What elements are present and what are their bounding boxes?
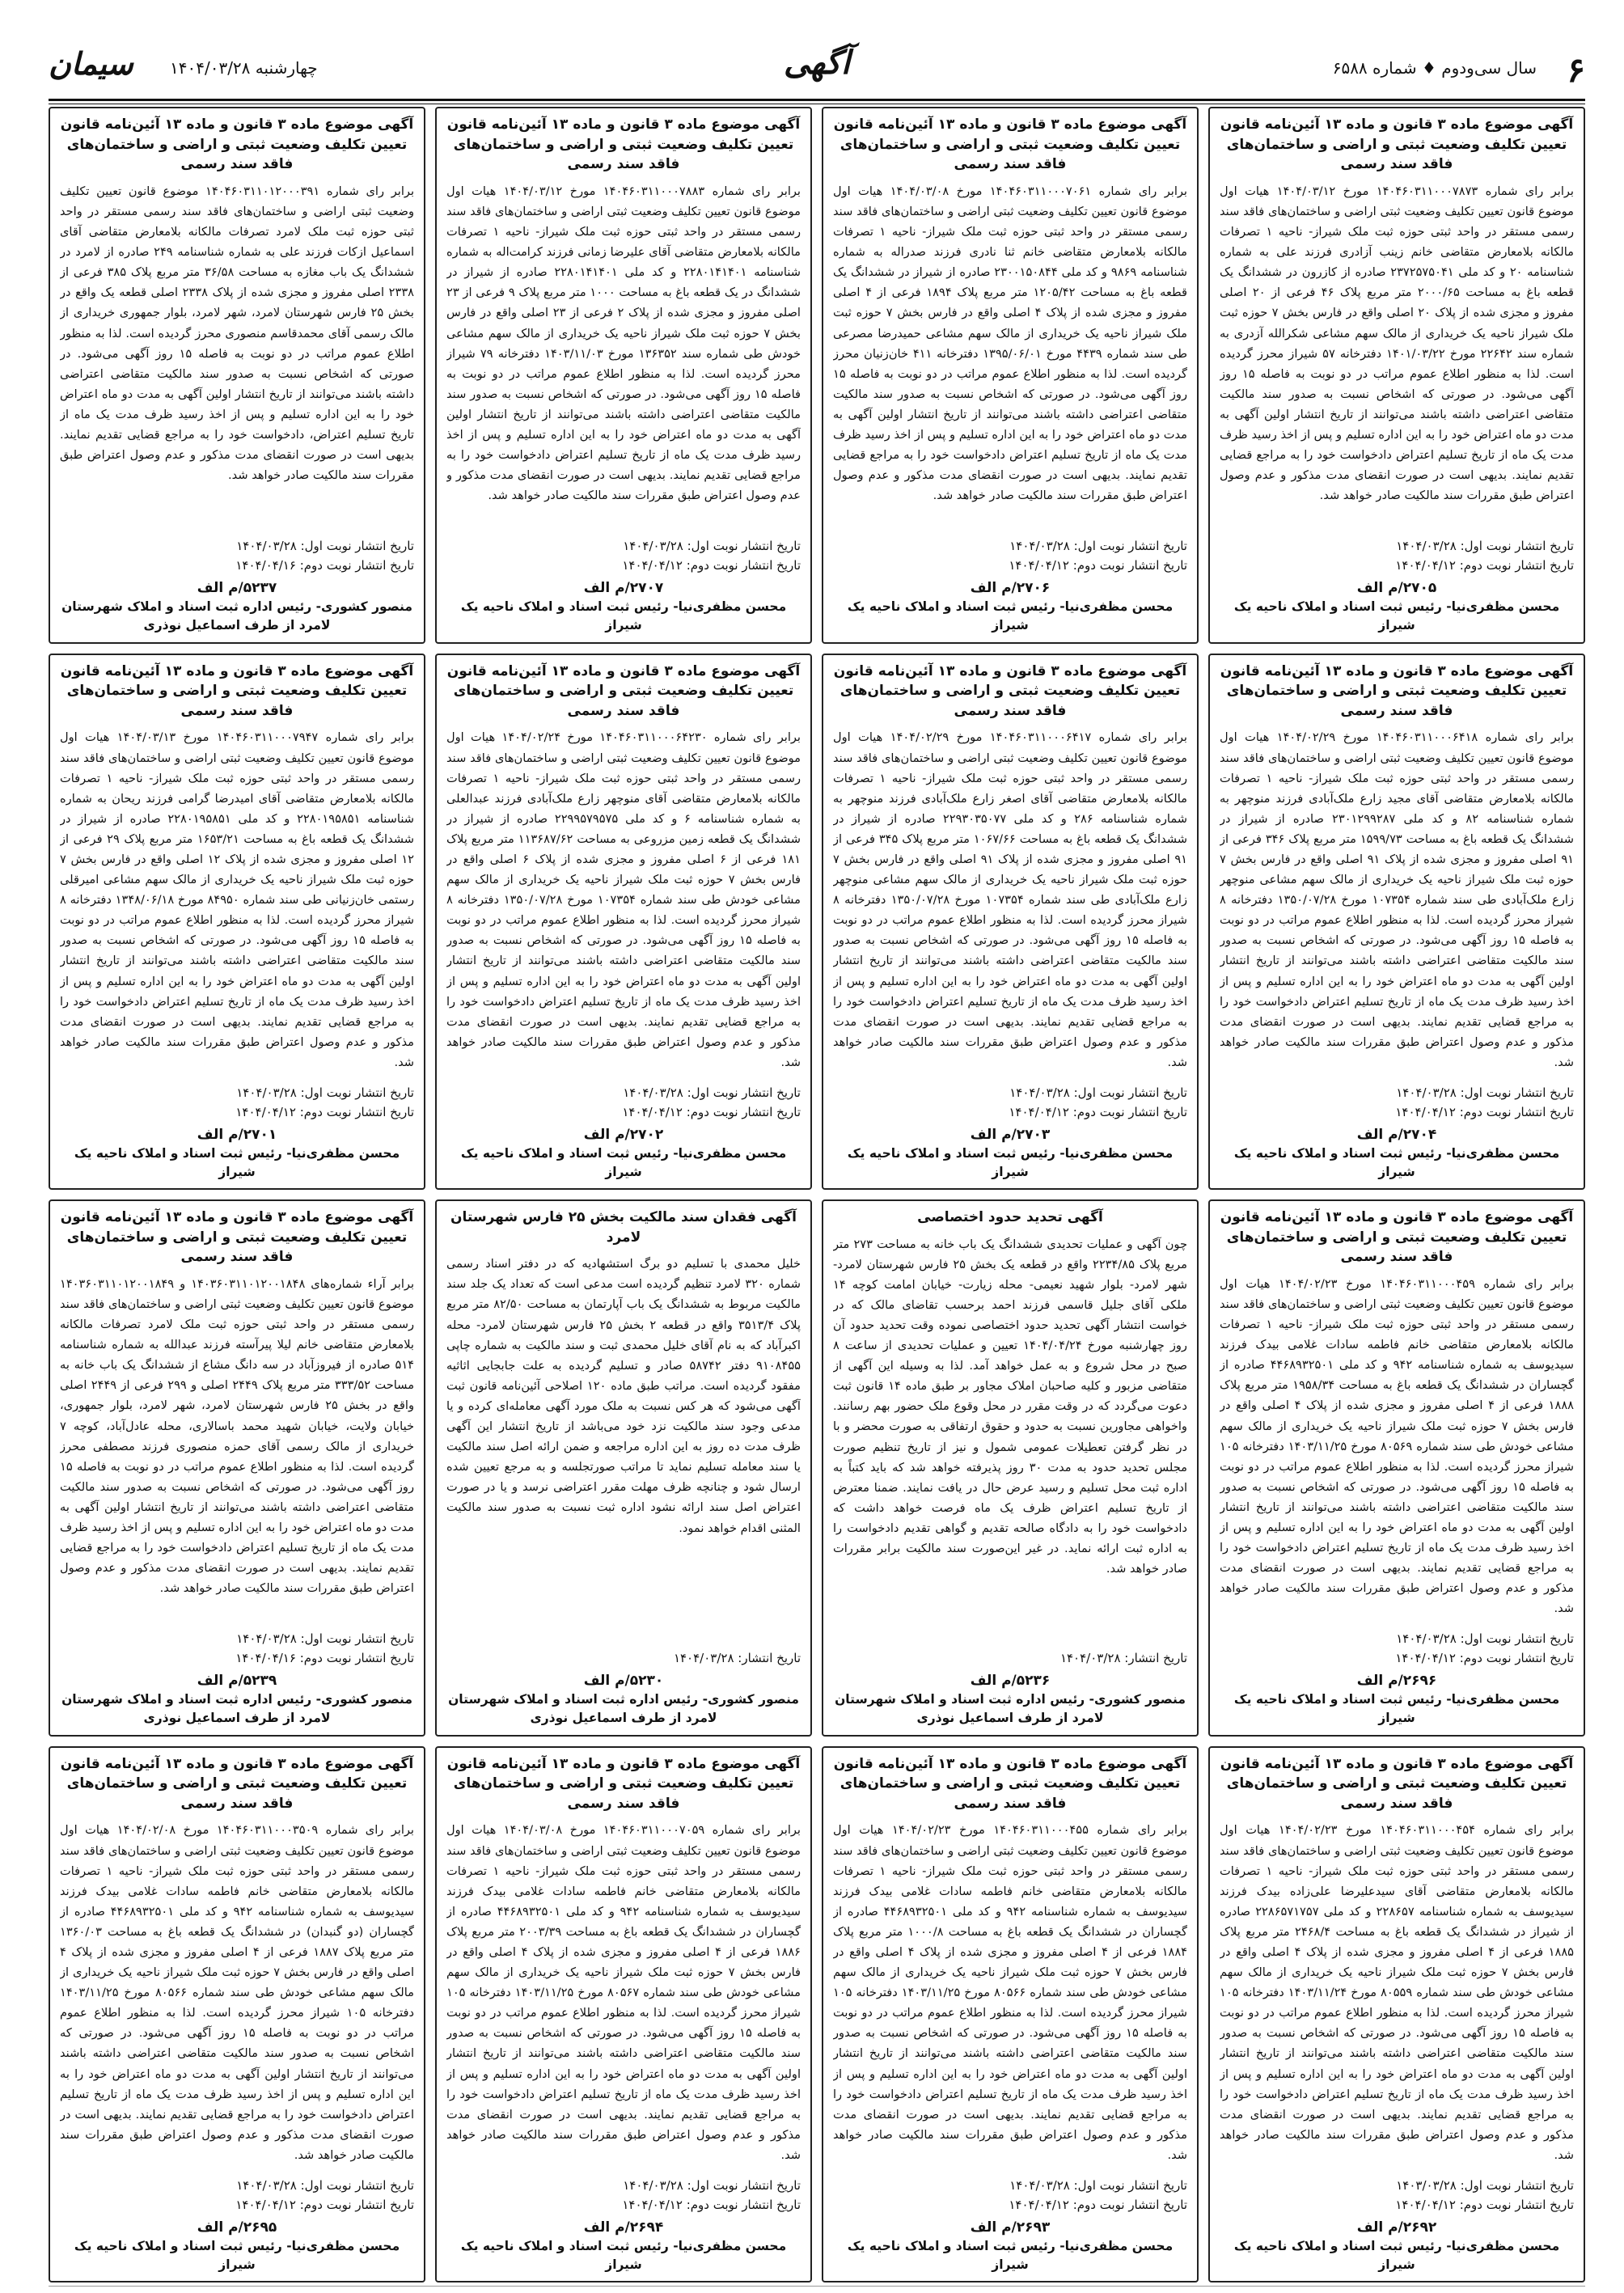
ad-date-first: تاریخ انتشار نوبت اول: ۱۴۰۴/۰۳/۲۸: [1396, 1631, 1574, 1646]
ad-body: برابر رای شماره ۱۴۰۴۶۰۳۱۱۰۰۰۴۵۹ مورخ ۱۴۰۴/۰۲/۲۳ هیات اول موضوع قانون تعیین تکلیف وضعیت ثبتی اراضی و ساختمان‌های فاقد سند رسمی مستقر در واحد ثبتی حوزه ثبت ملک شیراز- ناحیه ۱ تصرفات مالکانه بلامعارض متقاضی خانم فاطمه سادات غلامی بیدک فرزند سیدیوسف به شماره شناسنامه ۹۴۲ و کد ملی ۴۴۶۸۹۳۲۵۰۱ صادره از گچساران در ششدانگ یک قطعه باغ به مساحت ۱۹۵۸/۳۴ متر مربع پلاک ۱۸۸۸ فرعی از ۴ اصلی مفروز و مجزی شده از پلاک ۴ اصلی واقع در فارس بخش ۷ حوزه ثبت ملک شیراز ناحیه یک خریداری از مالک سهم مشاعی خودش طی سند شماره ۸۰۵۶۹ مورخ ۱۴۰۳/۱۱/۲۵ دفترخانه ۱۰۵ شیراز محرز گردیده است. لذا به منظور اطلاع عموم مراتب در دو نوبت به فاصله ۱۵ روز آگهی می‌شود. در صورتی که اشخاص نسبت به صدور سند مالکیت متقاضی اعتراضی داشته باشند می‌توانند از تاریخ انتشار اولین آگهی به مدت دو ماه اعتراض خود را به این اداره تسلیم و پس از اخذ رسید ظرف مدت یک ماه از تاریخ تسلیم اعتراض دادخواست خود را به مراجع قضایی تقدیم نمایند. بدیهی است در صورت انقضای مدت مذکور و عدم وصول اعتراض طبق مقررات سند مالکیت صادر خواهد شد.: [1220, 1276, 1574, 1616]
ad-signer: محسن مظفری‌نیا- رئیس ثبت اسناد و املاک ناحیه یک شیراز: [74, 2238, 400, 2272]
ad-box: [49, 1199, 425, 1737]
ad-signer: محسن مظفری‌نیا- رئیس ثبت اسناد و املاک ناحیه یک شیراز: [1233, 2238, 1560, 2272]
ad-date-second: تاریخ انتشار نوبت دوم: ۱۴۰۴/۰۴/۱۶: [235, 558, 414, 573]
page-number: ۶: [1567, 50, 1585, 90]
ad-box: [822, 1199, 1199, 1737]
ad-title: آگهی تحدید حدود اختصاصی: [917, 1209, 1103, 1225]
ad-date-second: تاریخ انتشار نوبت دوم: ۱۴۰۴/۰۴/۱۲: [1009, 558, 1187, 573]
ad-box: [49, 107, 425, 644]
ad-reference-code: ۲۶۹۳/م الف: [970, 2219, 1051, 2236]
ad-date-second: تاریخ انتشار نوبت دوم: ۱۴۰۴/۰۴/۱۲: [622, 2197, 801, 2212]
ad-body: برابر رای شماره ۱۴۰۴۶۰۳۱۱۰۰۰۷۹۴۷ مورخ ۱۴۰۴/۰۳/۱۳ هیات اول موضوع قانون تعیین تکلیف وضعیت ثبتی اراضی و ساختمان‌های فاقد سند رسمی مستقر در واحد ثبتی حوزه ثبت ملک شیراز- ناحیه ۱ تصرفات مالکانه بلامعارض متقاضی آقای امیدرضا گرامی فرزند ریحان به شماره شناسنامه ۲۲۸۰۱۹۵۸۵۱ و کد ملی ۲۲۸۰۱۹۵۸۵۱ صادره از شیراز در ششدانگ یک قطعه باغ به مساحت ۱۶۵۳/۲۱ متر مربع پلاک ۲۹ فرعی از ۱۲ اصلی مفروز و مجزی شده از پلاک ۱۲ اصلی واقع در فارس بخش ۷ حوزه ثبت ملک شیراز ناحیه یک خریداری از مالک سهم مشاعی امیرقلی رستمی خان‌زنیانی طی سند شماره ۸۴۹۵۰ مورخ ۱۳۴۸/۰۶/۱۸ دفترخانه ۸ شیراز محرز گردیده است. لذا به منظور اطلاع عموم مراتب در دو نوبت به فاصله ۱۵ روز آگهی می‌شود. در صورتی که اشخاص نسبت به صدور سند مالکیت متقاضی اعتراضی داشته باشند می‌توانند از تاریخ انتشار اولین آگهی به مدت دو ماه اعتراض خود را به این اداره تسلیم و پس از اخذ رسید ظرف مدت یک ماه از تاریخ تسلیم اعتراض دادخواست خود را به مراجع قضایی تقدیم نمایند. بدیهی است در صورت انقضای مدت مذکور و عدم وصول اعتراض طبق مقررات سند مالکیت صادر خواهد شد.: [60, 730, 414, 1069]
ad-date-first: تاریخ انتشار: ۱۴۰۴/۰۳/۲۸: [673, 1651, 801, 1665]
ad-box: [1208, 1746, 1585, 2283]
ad-date-second: تاریخ انتشار نوبت دوم: ۱۴۰۴/۰۴/۱۲: [1395, 1651, 1574, 1665]
ad-title: آگهی موضوع ماده ۳ قانون و ماده ۱۳ آئین‌نامه قانون تعیین تکلیف وضعیت ثبتی و اراضی و ساختمان‌های فاقد سند رسمی: [833, 662, 1187, 719]
ad-date-first: تاریخ انتشار نوبت اول: ۱۴۰۴/۰۳/۲۸: [1396, 1085, 1574, 1100]
ad-reference-code: ۵۲۳۷/م الف: [197, 580, 277, 596]
ad-box: [1208, 1199, 1585, 1737]
ad-body: چون آگهی و عملیات تحدیدی ششدانگ یک باب خانه به مساحت ۲۷۳ متر مربع پلاک ۲۲۳۴/۸۵ واقع در قطعه یک بخش ۲۵ فارس شهرستان لامرد- شهر لامرد- بلوار شهید نعیمی- محله زیارت- خیابان امامت کوچه ۱۴ ملکی آقای جلیل قاسمی فرزند احمد برحسب تقاضای مالک که در خواست انتشار آگهی تحدید حدود اختصاصی نموده وقت تحدید حدود آن روز چهارشنبه مورخ ۱۴۰۴/۰۴/۲۴ تعیین و عملیات تحدیدی از ساعت ۸ صبح در محل شروع و به عمل خواهد آمد. لذا به وسیله این آگهی از متقاضی مزبور و کلیه صاحبان املاک مجاور بر طبق ماده ۱۴ قانون ثبت دعوت می‌گردد که در وقت مقرر در محل وقوع ملک حضور بهم رسانند. واخواهی مجاورین نسبت به حدود و حقوق ارتفاقی به صورت محضر و با در نظر گرفتن تعطیلات عمومی شمول و نیز از تاریخ تنظیم صورت مجلس تحدید حدود به مدت ۳۰ روز پذیرفته خواهد شد که باید کتباً به اداره ثبت محل تسلیم و رسید عرض حال در یافت نمایند. ضمنا معترض از تاریخ تسلیم اعتراض ظرف یک ماه فرصت خواهد داشت که دادخواست خود را به دادگاه صالحه تقدیم و گواهی تقدیم دادخواست را به اداره ثبت ارائه نماید. در غیر این‌صورت سند مالکیت برابر مقررات صادر خواهد شد.: [833, 1237, 1187, 1576]
ad-body: برابر رای شماره ۱۴۰۴۶۰۳۱۱۰۰۰۷۰۶۱ مورخ ۱۴۰۴/۰۳/۰۸ هیات اول موضوع قانون تعیین تکلیف وضعیت ثبتی اراضی و ساختمان‌های فاقد سند رسمی مستقر در واحد ثبتی حوزه ثبت ملک شیراز- ناحیه ۱ تصرفات مالکانه بلامعارض متقاضی خانم ثنا نادری فرزند صدراله به شماره شناسنامه ۹۸۶۹ و کد ملی ۲۳۰۰۱۵۰۸۴۴ صادره از شیراز در ششدانگ یک قطعه باغ به مساحت ۱۲۰۵/۴۲ متر مربع پلاک ۱۸۹۴ فرعی از ۴ اصلی مفروز و مجزی شده از پلاک ۴ اصلی واقع در فارس بخش ۷ حوزه ثبت ملک شیراز ناحیه یک خریداری از مالک سهم مشاعی حمیدرضا مصرعی طی سند شماره ۴۴۳۹ مورخ ۱۳۹۵/۰۶/۰۱ دفترخانه ۴۱۱ خان‌زنیان محرز گردیده است. لذا به منظور اطلاع عموم مراتب در دو نوبت به فاصله ۱۵ روز آگهی می‌شود. در صورتی که اشخاص نسبت به صدور سند مالکیت متقاضی اعتراضی داشته باشند می‌توانند از تاریخ انتشار اولین آگهی به مدت دو ماه اعتراض خود را به این اداره تسلیم و پس از اخذ رسید ظرف مدت یک ماه از تاریخ تسلیم اعتراض دادخواست خود را به مراجع قضایی تقدیم نمایند. بدیهی است در صورت انقضای مدت مذکور و عدم وصول اعتراض طبق مقررات سند مالکیت صادر خواهد شد.: [833, 184, 1187, 503]
ad-reference-code: ۲۶۹۲/م الف: [1356, 2219, 1437, 2236]
ad-body: برابر رای شماره ۱۴۰۴۶۰۳۱۱۰۰۰۷۸۷۳ مورخ ۱۴۰۴/۰۳/۱۲ هیات اول موضوع قانون تعیین تکلیف وضعیت ثبتی اراضی و ساختمان‌های فاقد سند رسمی مستقر در واحد ثبتی حوزه ثبت ملک شیراز- ناحیه ۱ تصرفات مالکانه بلامعارض متقاضی خانم زینب آزادری فرزند علی به شماره شناسنامه ۲۰ و کد ملی ۲۳۷۲۵۷۵۰۴۱ صادره از کازرون در ششدانگ یک قطعه باغ به مساحت ۲۰۰۰/۶۵ متر مربع پلاک ۴۶ فرعی از ۲۰ اصلی مفروز و مجزی شده از پلاک ۲۰ اصلی واقع در فارس بخش ۷ حوزه ثبت ملک شیراز ناحیه یک خریداری از مالک سهم مشاعی شکرالله آزدری به شماره سند ۲۲۶۴۲ مورخ ۱۴۰۱/۰۳/۲۲ دفترخانه ۵۷ شیراز محرز گردیده است. لذا به منظور اطلاع عموم مراتب در دو نوبت به فاصله ۱۵ روز آگهی می‌شود. در صورتی که اشخاص نسبت به صدور سند مالکیت متقاضی اعتراضی داشته باشند می‌توانند از تاریخ انتشار اولین آگهی به مدت دو ماه اعتراض خود را به این اداره تسلیم و پس از اخذ رسید ظرف مدت یک ماه از تاریخ تسلیم اعتراض دادخواست خود را به مراجع قضایی تقدیم نمایند. بدیهی است در صورت انقضای مدت مذکور و عدم وصول اعتراض طبق مقررات سند مالکیت صادر خواهد شد.: [1220, 184, 1574, 503]
ad-reference-code: ۵۲۳۶/م الف: [970, 1673, 1051, 1689]
ad-reference-code: ۲۷۰۵/م الف: [1356, 580, 1437, 596]
ads-grid: [49, 107, 1585, 2282]
ad-signer: منصور کشوری- رئیس اداره ثبت اسناد و املاک شهرستان لامرد از طرف اسماعیل نوذری: [448, 1692, 799, 1726]
ad-date-second: تاریخ انتشار نوبت دوم: ۱۴۰۴/۰۴/۱۲: [1009, 2197, 1187, 2212]
ad-title: آگهی موضوع ماده ۳ قانون و ماده ۱۳ آئین‌نامه قانون تعیین تکلیف وضعیت ثبتی و اراضی و ساختمان‌های فاقد سند رسمی: [446, 1755, 801, 1812]
ad-body: برابر رای شماره ۱۴۰۴۶۰۳۱۱۰۰۰۳۵۰۹ مورخ ۱۴۰۴/۰۲/۰۸ هیات اول موضوع قانون تعیین تکلیف وضعیت ثبتی اراضی و ساختمان‌های فاقد سند رسمی مستقر در واحد ثبتی حوزه ثبت ملک شیراز- ناحیه ۱ تصرفات مالکانه بلامعارض متقاضی خانم فاطمه سادات غلامی بیدک فرزند سیدیوسف به شماره شناسنامه ۹۴۲ و کد ملی ۴۴۶۸۹۳۲۵۰۱ صادره از گچساران (دو گنبدان) در ششدانگ یک قطعه باغ به مساحت ۱۳۶۰/۰۳ متر مربع پلاک ۱۸۸۷ فرعی از ۴ اصلی مفروز و مجزی شده از پلاک ۴ اصلی واقع در فارس بخش ۷ حوزه ثبت ملک شیراز ناحیه یک خریداری از مالک سهم مشاعی خودش طی سند شماره ۸۰۵۶۶ مورخ ۱۴۰۳/۱۱/۲۵ دفترخانه ۱۰۵ شیراز محرز گردیده است. لذا به منظور اطلاع عموم مراتب در دو نوبت به فاصله ۱۵ روز آگهی می‌شود. در صورتی که اشخاص نسبت به صدور سند مالکیت متقاضی اعتراضی داشته باشند می‌توانند از تاریخ انتشار اولین آگهی به مدت دو ماه اعتراض خود را به این اداره تسلیم و پس از اخذ رسید ظرف مدت یک ماه از تاریخ تسلیم اعتراض دادخواست خود را به مراجع قضایی تقدیم نمایند. بدیهی است در صورت انقضای مدت مذکور و عدم وصول اعتراض طبق مقررات سند مالکیت صادر خواهد شد.: [60, 1823, 414, 2162]
ad-body: برابر رای شماره ۱۴۰۴۶۰۳۱۱۰۰۰۶۴۱۸ مورخ ۱۴۰۴/۰۲/۲۹ هیات اول موضوع قانون تعیین تکلیف وضعیت ثبتی اراضی و ساختمان‌های فاقد سند رسمی مستقر در واحد ثبتی حوزه ثبت ملک شیراز- ناحیه ۱ تصرفات مالکانه بلامعارض متقاضی آقای مجید زارع ملک‌آبادی فرزند منوچهر به شماره شناسنامه ۸۲ و کد ملی ۲۳۰۱۲۹۹۲۸۷ صادره از شیراز در ششدانگ یک قطعه باغ به مساحت ۱۵۹۹/۷۳ متر مربع پلاک ۳۴۶ فرعی از ۹۱ اصلی مفروز و مجزی شده از پلاک ۹۱ اصلی واقع در فارس بخش ۷ حوزه ثبت ملک شیراز ناحیه یک خریداری از مالک سهم مشاعی منوچهر زارع ملک‌آبادی طی سند شماره ۱۰۷۳۵۴ مورخ ۱۳۵۰/۰۷/۲۸ دفترخانه ۸ شیراز محرز گردیده است. لذا به منظور اطلاع عموم مراتب در دو نوبت به فاصله ۱۵ روز آگهی می‌شود. در صورتی که اشخاص نسبت به صدور سند مالکیت متقاضی اعتراضی داشته باشند می‌توانند از تاریخ انتشار اولین آگهی به مدت دو ماه اعتراض خود را به این اداره تسلیم و پس از اخذ رسید ظرف مدت یک ماه از تاریخ تسلیم اعتراض دادخواست خود را به مراجع قضایی تقدیم نمایند. بدیهی است در صورت انقضای مدت مذکور و عدم وصول اعتراض طبق مقررات سند مالکیت صادر خواهد شد.: [1220, 730, 1574, 1069]
ad-body: برابر رای شماره ۱۴۰۴۶۰۳۱۱۰۱۲۰۰۰۳۹۱ موضوع قانون تعیین تکلیف وضعیت ثبتی اراضی و ساختمان‌های فاقد سند رسمی مستقر در واحد ثبتی حوزه ثبت ملک لامرد تصرفات مالکانه بلامعارض متقاضی آقای اسماعیل ازکات فرزند علی به شماره شناسنامه ۲۴۹ صادره از لامرد در ششدانگ یک باب مغازه به مساحت ۳۶/۵۸ متر مربع پلاک ۳۸۵ فرعی از ۲۳۳۸ اصلی مفروز و مجزی شده از پلاک ۲۳۳۸ اصلی قطعه یک واقع در بخش ۲۵ فارس شهرستان لامرد، شهر لامرد، بلوار جمهوری خریداری از مالک رسمی آقای محمدقاسم منصوری محرز گردیده است. لذا به منظور اطلاع عموم مراتب در دو نوبت به فاصله ۱۵ روز آگهی می‌شود. در صورتی که اشخاص نسبت به صدور سند مالکیت متقاضی اعتراضی داشته باشند می‌توانند از تاریخ انتشار اولین آگهی به مدت دو ماه اعتراض خود را به این اداره تسلیم و پس از اخذ رسید ظرف مدت یک ماه از تاریخ تسلیم اعتراض، دادخواست خود را به مراجع قضایی تقدیم نمایند. بدیهی است در صورت انقضای مدت مذکور و عدم وصول اعتراض طبق مقررات سند مالکیت صادر خواهد شد.: [60, 184, 414, 483]
ad-box: [435, 107, 812, 644]
ad-body: برابر رای شماره ۱۴۰۴۶۰۳۱۱۰۰۰۷۸۸۳ مورخ ۱۴۰۴/۰۳/۱۲ هیات اول موضوع قانون تعیین تکلیف وضعیت ثبتی اراضی و ساختمان‌های فاقد سند رسمی مستقر در واحد ثبتی حوزه ثبت ملک شیراز- ناحیه ۱ تصرفات مالکانه بلامعارض متقاضی آقای علیرضا زمانی فرزند کرامت‌اله به شماره شناسنامه ۲۲۸۰۱۴۱۴۰۱ و کد ملی ۲۲۸۰۱۴۱۴۰۱ صادره از شیراز در ششدانگ در یک قطعه باغ به مساحت ۱۰۰۰ متر مربع پلاک ۹ فرعی از ۲۳ اصلی مفروز و مجزی شده از پلاک ۲ فرعی از ۲۳ اصلی واقع در فارس بخش ۷ حوزه ثبت ملک شیراز ناحیه یک خریداری از مالک سهم مشاعی خودش طی شماره سند ۱۳۶۳۵۲ مورخ ۱۴۰۳/۱۱/۰۳ دفترخانه ۷۹ شیراز محرز گردیده است. لذا به منظور اطلاع عموم مراتب در دو نوبت به فاصله ۱۵ روز آگهی می‌شود. در صورتی که اشخاص نسبت به صدور سند مالکیت متقاضی اعتراضی داشته باشند می‌توانند از تاریخ انتشار اولین آگهی به مدت دو ماه اعتراض خود را به این اداره تسلیم و پس از اخذ رسید ظرف مدت یک ماه از تاریخ تسلیم اعتراض دادخواست خود را به مراجع قضایی تقدیم نمایند. بدیهی است در صورت انقضای مدت مذکور و عدم وصول اعتراض طبق مقررات سند مالکیت صادر خواهد شد.: [446, 184, 801, 503]
ad-title: آگهی فقدان سند مالکیت بخش ۲۵ فارس شهرستان لامرد: [450, 1209, 797, 1246]
ad-date-first: تاریخ انتشار نوبت اول: ۱۴۰۴/۰۳/۲۸: [1009, 1085, 1187, 1100]
footer-rule: [49, 2286, 1585, 2287]
ad-box: [49, 654, 425, 1191]
ad-date-second: تاریخ انتشار نوبت دوم: ۱۴۰۴/۰۴/۱۲: [622, 558, 801, 573]
ad-date-second: تاریخ انتشار نوبت دوم: ۱۴۰۴/۰۴/۱۲: [1009, 1104, 1187, 1119]
ad-title: آگهی موضوع ماده ۳ قانون و ماده ۱۳ آئین‌نامه قانون تعیین تکلیف وضعیت ثبتی و اراضی و ساختمان‌های فاقد سند رسمی: [1220, 116, 1574, 173]
ad-box: [435, 1199, 812, 1737]
ad-date-second: تاریخ انتشار نوبت دوم: ۱۴۰۴/۰۴/۱۲: [1395, 558, 1574, 573]
ad-date-second: تاریخ انتشار نوبت دوم: ۱۴۰۴/۰۴/۱۲: [235, 2197, 414, 2212]
ad-reference-code: ۲۶۹۶/م الف: [1356, 1673, 1437, 1689]
ad-date-first: تاریخ انتشار نوبت اول: ۱۴۰۳/۰۳/۲۸: [1396, 2177, 1574, 2193]
ad-box: [1208, 654, 1585, 1191]
newspaper-logo: سیمان: [49, 45, 133, 82]
ad-title: آگهی موضوع ماده ۳ قانون و ماده ۱۳ آئین‌نامه قانون تعیین تکلیف وضعیت ثبتی و اراضی و ساختمان‌های فاقد سند رسمی: [60, 1755, 414, 1812]
ad-date-first: تاریخ انتشار نوبت اول: ۱۴۰۴/۰۳/۲۸: [236, 539, 414, 553]
ad-signer: محسن مظفری‌نیا- رئیس ثبت اسناد و املاک ناحیه یک شیراز: [460, 2238, 787, 2272]
ad-signer: محسن مظفری‌نیا- رئیس ثبت اسناد و املاک ناحیه یک شیراز: [74, 1145, 400, 1179]
ad-box: [435, 654, 812, 1191]
ad-signer: محسن مظفری‌نیا- رئیس ثبت اسناد و املاک ناحیه یک شیراز: [1233, 599, 1560, 633]
ad-title: آگهی موضوع ماده ۳ قانون و ماده ۱۳ آئین‌نامه قانون تعیین تکلیف وضعیت ثبتی و اراضی و ساختمان‌های فاقد سند رسمی: [446, 662, 801, 719]
ad-body: برابر رای شماره ۱۴۰۴۶۰۳۱۱۰۰۰۷۰۵۹ مورخ ۱۴۰۴/۰۳/۰۸ هیات اول موضوع قانون تعیین تکلیف وضعیت ثبتی اراضی و ساختمان‌های فاقد سند رسمی مستقر در واحد ثبتی حوزه ثبت ملک شیراز- ناحیه ۱ تصرفات مالکانه بلامعارض متقاضی خانم فاطمه سادات غلامی بیدک فرزند سیدیوسف به شماره شناسنامه ۹۴۲ و کد ملی ۴۴۶۸۹۳۲۵۰۱ صادره از گچساران در ششدانگ یک قطعه باغ به مساحت ۲۰۰۳/۳۹ متر مربع پلاک ۱۸۸۶ فرعی از ۴ اصلی مفروز و مجزی شده از پلاک ۴ اصلی واقع در فارس بخش ۷ حوزه ثبت ملک شیراز ناحیه یک خریداری از مالک سهم مشاعی خودش طی سند شماره ۸۰۵۶۷ مورخ ۱۴۰۳/۱۱/۲۵ دفترخانه ۱۰۵ شیراز محرز گردیده است. لذا به منظور اطلاع عموم مراتب در دو نوبت به فاصله ۱۵ روز آگهی می‌شود. در صورتی که اشخاص نسبت به صدور سند مالکیت متقاضی اعتراضی داشته باشند می‌توانند از تاریخ انتشار اولین آگهی به مدت دو ماه اعتراض خود را به این اداره تسلیم و پس از اخذ رسید ظرف مدت یک ماه از تاریخ تسلیم اعتراض دادخواست خود را به مراجع قضایی تقدیم نمایند. بدیهی است در صورت انقضای مدت مذکور و عدم وصول اعتراض طبق مقررات سند مالکیت صادر خواهد شد.: [446, 1823, 801, 2162]
ad-reference-code: ۲۷۰۲/م الف: [583, 1126, 664, 1143]
header-rule: [49, 99, 1585, 101]
issue-info: سال سی‌ودوم ♦ شماره ۶۵۸۸: [1332, 58, 1537, 78]
ad-signer: محسن مظفری‌نیا- رئیس ثبت اسناد و املاک ناحیه یک شیراز: [1233, 1692, 1560, 1726]
ad-box: [822, 654, 1199, 1191]
ad-date-first: تاریخ انتشار نوبت اول: ۱۴۰۴/۰۳/۲۸: [236, 1631, 414, 1646]
ad-signer: منصور کشوری- رئیس اداره ثبت اسناد و املاک شهرستان لامرد از طرف اسماعیل نوذری: [61, 599, 412, 633]
ad-date-second: تاریخ انتشار نوبت دوم: ۱۴۰۴/۰۴/۱۲: [235, 1104, 414, 1119]
ad-body: برابر رای شماره ۱۴۰۴۶۰۳۱۱۰۰۰۴۵۴ مورخ ۱۴۰۴/۰۲/۲۳ هیات اول موضوع قانون تعیین تکلیف وضعیت ثبتی اراضی و ساختمان‌های فاقد سند رسمی مستقر در واحد ثبتی حوزه ثبت ملک شیراز- ناحیه ۱ تصرفات مالکانه بلامعارض متقاضی آقای سیدعلیرضا علی‌زاده بیدک فرزند سیدیوسف به شماره شناسنامه ۲۲۸۶۵۷ و کد ملی ۲۲۸۶۵۷۱۷۵۷ صادره از شیراز در ششدانگ یک قطعه باغ به مساحت ۲۴۶۸/۴ متر مربع پلاک ۱۸۸۵ فرعی از ۴ اصلی مفروز و مجزی شده از پلاک ۴ اصلی واقع در فارس بخش ۷ حوزه ثبت ملک شیراز ناحیه یک خریداری از مالک سهم مشاعی خودش طی سند شماره ۸۰۵۵۹ مورخ ۱۴۰۳/۱۱/۲۴ دفترخانه ۱۰۵ شیراز محرز گردیده است. لذا به منظور اطلاع عموم مراتب در دو نوبت به فاصله ۱۵ روز آگهی می‌شود. در صورتی که اشخاص نسبت به صدور سند مالکیت متقاضی اعتراضی داشته باشند می‌توانند از تاریخ انتشار اولین آگهی به مدت دو ماه اعتراض خود را به این اداره تسلیم و پس از اخذ رسید ظرف مدت یک ماه از تاریخ تسلیم اعتراض دادخواست خود را به مراجع قضایی تقدیم نمایند. بدیهی است در صورت انقضای مدت مذکور و عدم وصول اعتراض طبق مقررات سند مالکیت صادر خواهد شد.: [1220, 1823, 1574, 2162]
ad-body: برابر آراء شماره‌های ۱۴۰۳۶۰۳۱۱۰۱۲۰۰۱۸۴۸ و ۱۴۰۳۶۰۳۱۱۰۱۲۰۰۱۸۴۹ موضوع قانون تعیین تکلیف وضعیت ثبتی اراضی و ساختمان‌های فاقد سند رسمی مستقر در واحد ثبتی حوزه ثبت ملک لامرد تصرفات مالکانه بلامعارض متقاضی خانم لیلا پیرآسته فرزند عبدالله به شماره شناسنامه ۵۱۴ صادره از فیروزآباد در سه دانگ مشاع از ششدانگ یک باب خانه به مساحت ۳۳۳/۵۲ متر مربع پلاک ۲۴۴۹ اصلی و ۲۹۹ فرعی از ۲۴۴۹ اصلی واقع در بخش ۲۵ فارس شهرستان لامرد، شهر لامرد، بلوار جمهوری، خیابان ولایت، خیابان شهید محمد باسالاری، محله عادل‌آباد، کوچه ۷ خریداری از مالک رسمی آقای حمزه منصوری فرزند مصطفی محرز گردیده است. لذا به منظور اطلاع عموم مراتب در دو نوبت به فاصله ۱۵ روز آگهی می‌شود. در صورتی که اشخاص نسبت به صدور سند مالکیت متقاضی اعتراضی داشته باشند می‌توانند از تاریخ انتشار اولین آگهی به مدت دو ماه اعتراض خود را به این اداره تسلیم و پس از اخذ رسید ظرف مدت یک ماه از تاریخ تسلیم اعتراض دادخواست خود را به مراجع قضایی تقدیم نمایند. بدیهی است در صورت انقضای مدت مذکور و عدم وصول اعتراض طبق مقررات سند مالکیت صادر خواهد شد.: [60, 1276, 414, 1596]
ad-box: [49, 1746, 425, 2283]
ad-date-first: تاریخ انتشار نوبت اول: ۱۴۰۴/۰۳/۲۸: [623, 2177, 801, 2193]
ad-date-first: تاریخ انتشار نوبت اول: ۱۴۰۴/۰۳/۲۸: [1396, 539, 1574, 553]
ad-body: برابر رای شماره ۱۴۰۴۶۰۳۱۱۰۰۰۶۴۲۳۰ مورخ ۱۴۰۴/۰۲/۲۴ هیات اول موضوع قانون تعیین تکلیف وضعیت ثبتی اراضی و ساختمان‌های فاقد سند رسمی مستقر در واحد ثبتی حوزه ثبت ملک شیراز- ناحیه ۱ تصرفات مالکانه بلامعارض متقاضی آقای منوچهر زارع ملک‌آبادی فرزند عبدالعلی به شماره شناسنامه ۶ و کد ملی ۲۲۹۹۵۷۹۵۷۵ صادره از شیراز در ششدانگ یک قطعه زمین مزروعی به مساحت ۱۱۳۶۸۷/۶۲ متر مربع پلاک ۱۸۱ فرعی از ۶ اصلی مفروز و مجزی شده از پلاک ۶ اصلی واقع در فارس بخش ۷ حوزه ثبت ملک شیراز ناحیه یک خریداری از مالک سهم مشاعی خودش طی سند شماره ۱۰۷۳۵۴ مورخ ۱۳۵۰/۰۷/۲۸ دفترخانه ۸ شیراز محرز گردیده است. لذا به منظور اطلاع عموم مراتب در دو نوبت به فاصله ۱۵ روز آگهی می‌شود. در صورتی که اشخاص نسبت به صدور سند مالکیت متقاضی اعتراضی داشته باشند می‌توانند از تاریخ انتشار اولین آگهی به مدت دو ماه اعتراض خود را به این اداره تسلیم و پس از اخذ رسید ظرف مدت یک ماه از تاریخ تسلیم اعتراض دادخواست خود را به مراجع قضایی تقدیم نمایند. بدیهی است در صورت انقضای مدت مذکور و عدم وصول اعتراض طبق مقررات سند مالکیت صادر خواهد شد.: [446, 730, 801, 1069]
ad-title: آگهی موضوع ماده ۳ قانون و ماده ۱۳ آئین‌نامه قانون تعیین تکلیف وضعیت ثبتی و اراضی و ساختمان‌های فاقد سند رسمی: [60, 662, 414, 719]
ad-title: آگهی موضوع ماده ۳ قانون و ماده ۱۳ آئین‌نامه قانون تعیین تکلیف وضعیت ثبتی و اراضی و ساختمان‌های فاقد سند رسمی: [1220, 1755, 1574, 1812]
ad-signer: محسن مظفری‌نیا- رئیس ثبت اسناد و املاک ناحیه یک شیراز: [847, 1145, 1174, 1179]
ad-title: آگهی موضوع ماده ۳ قانون و ماده ۱۳ آئین‌نامه قانون تعیین تکلیف وضعیت ثبتی و اراضی و ساختمان‌های فاقد سند رسمی: [446, 116, 801, 173]
ad-title: آگهی موضوع ماده ۳ قانون و ماده ۱۳ آئین‌نامه قانون تعیین تکلیف وضعیت ثبتی و اراضی و ساختمان‌های فاقد سند رسمی: [60, 116, 414, 173]
masthead: [49, 40, 1585, 105]
ad-date-first: تاریخ انتشار نوبت اول: ۱۴۰۴/۰۳/۲۸: [1009, 539, 1187, 553]
ad-body: خلیل محمدی با تسلیم دو برگ استشهادیه که در دفتر اسناد رسمی شماره ۳۲۰ لامرد تنظیم گردیده است مدعی است که تعداد یک جلد سند مالکیت مربوط به ششدانگ یک باب آپارتمان به مساحت ۸۲/۵۰ متر مربع پلاک ۳۵۱۳/۴ واقع در قطعه ۲ بخش ۲۵ فارس شهرستان لامرد- محله اکبرآباد که به نام آقای خلیل محمدی ثبت و سند مالکیت به شماره چاپی ۹۱۰۸۴۵۵ دفتر ۵۸۷۴۲ صادر و تسلیم گردیده به علت جابجایی اثاثیه مفقود گردیده است. مراتب طبق ماده ۱۲۰ اصلاحی آئین‌نامه قانون ثبت آگهی می‌شود که هر کس نسبت به ملک مورد آگهی معامله‌ای کرده و یا مدعی وجود سند مالکیت نزد خود می‌باشد از تاریخ انتشار این آگهی ظرف مدت ده روز به این اداره مراجعه و ضمن ارائه اصل سند مالکیت یا سند معامله تسلیم نماید تا مراتب صورتجلسه و به مرجع تعیین شده ارسال شود و چنانچه ظرف مهلت مقرر اعتراضی نرسد و یا در صورت اعتراض اصل سند ارائه نشود اداره ثبت نسبت به صدور سند مالکیت المثنی اقدام خواهد نمود.: [446, 1257, 801, 1535]
ad-date-second: تاریخ انتشار نوبت دوم: ۱۴۰۴/۰۴/۱۲: [1395, 2197, 1574, 2212]
section-title: آگهی: [784, 44, 850, 82]
ad-date-first: تاریخ انتشار: ۱۴۰۴/۰۳/۲۸: [1059, 1651, 1187, 1665]
ad-reference-code: ۵۲۳۰/م الف: [583, 1673, 664, 1689]
ad-box: [822, 107, 1199, 644]
ad-reference-code: ۲۷۰۳/م الف: [970, 1126, 1051, 1143]
ad-reference-code: ۲۷۰۴/م الف: [1356, 1126, 1437, 1143]
ad-signer: محسن مظفری‌نیا- رئیس ثبت اسناد و املاک ناحیه یک شیراز: [460, 1145, 787, 1179]
ad-date-first: تاریخ انتشار نوبت اول: ۱۴۰۴/۰۳/۲۸: [236, 2177, 414, 2193]
ad-date-first: تاریخ انتشار نوبت اول: ۱۴۰۴/۰۳/۲۸: [1009, 2177, 1187, 2193]
ad-date-first: تاریخ انتشار نوبت اول: ۱۴۰۴/۰۳/۲۸: [236, 1085, 414, 1100]
ad-box: [822, 1746, 1199, 2283]
ad-title: آگهی موضوع ماده ۳ قانون و ماده ۱۳ آئین‌نامه قانون تعیین تکلیف وضعیت ثبتی و اراضی و ساختمان‌های فاقد سند رسمی: [833, 1755, 1187, 1812]
ad-signer: محسن مظفری‌نیا- رئیس ثبت اسناد و املاک ناحیه یک شیراز: [847, 599, 1174, 633]
ad-signer: محسن مظفری‌نیا- رئیس ثبت اسناد و املاک ناحیه یک شیراز: [847, 2238, 1174, 2272]
ad-date-second: تاریخ انتشار نوبت دوم: ۱۴۰۴/۰۴/۱۲: [622, 1104, 801, 1119]
ad-title: آگهی موضوع ماده ۳ قانون و ماده ۱۳ آئین‌نامه قانون تعیین تکلیف وضعیت ثبتی و اراضی و ساختمان‌های فاقد سند رسمی: [1220, 662, 1574, 719]
ad-body: برابر رای شماره ۱۴۰۴۶۰۳۱۱۰۰۰۶۴۱۷ مورخ ۱۴۰۴/۰۲/۲۹ هیات اول موضوع قانون تعیین تکلیف وضعیت ثبتی اراضی و ساختمان‌های فاقد سند رسمی مستقر در واحد ثبتی حوزه ثبت ملک شیراز- ناحیه ۱ تصرفات مالکانه بلامعارض متقاضی آقای اصغر زارع ملک‌آبادی فرزند منوچهر به شماره شناسنامه ۲۸۶ و کد ملی ۲۲۹۳۰۳۵۰۷۷ صادره از شیراز در ششدانگ یک قطعه باغ به مساحت ۱۰۶۷/۶۶ متر مربع پلاک ۳۴۵ فرعی از ۹۱ اصلی مفروز و مجزی شده از پلاک ۹۱ اصلی واقع در فارس بخش ۷ حوزه ثبت ملک شیراز ناحیه یک خریداری از مالک سهم مشاعی منوچهر زارع ملک‌آبادی طی سند شماره ۱۰۷۳۵۴ مورخ ۱۳۵۰/۰۷/۲۸ دفترخانه ۸ شیراز محرز گردیده است. لذا به منظور اطلاع عموم مراتب در دو نوبت به فاصله ۱۵ روز آگهی می‌شود. در صورتی که اشخاص نسبت به صدور سند مالکیت متقاضی اعتراضی داشته باشند می‌توانند از تاریخ انتشار اولین آگهی به مدت دو ماه اعتراض خود را به این اداره تسلیم و پس از اخذ رسید ظرف مدت یک ماه از تاریخ تسلیم اعتراض دادخواست خود را به مراجع قضایی تقدیم نمایند. بدیهی است در صورت انقضای مدت مذکور و عدم وصول اعتراض طبق مقررات سند مالکیت صادر خواهد شد.: [833, 730, 1187, 1069]
ad-date-second: تاریخ انتشار نوبت دوم: ۱۴۰۴/۰۴/۱۶: [235, 1651, 414, 1665]
ad-reference-code: ۲۷۰۷/م الف: [583, 580, 664, 596]
ad-reference-code: ۲۶۹۵/م الف: [197, 2219, 277, 2236]
ad-date-first: تاریخ انتشار نوبت اول: ۱۴۰۴/۰۳/۲۸: [623, 1085, 801, 1100]
ad-title: آگهی موضوع ماده ۳ قانون و ماده ۱۳ آئین‌نامه قانون تعیین تکلیف وضعیت ثبتی و اراضی و ساختمان‌های فاقد سند رسمی: [60, 1209, 414, 1266]
ad-signer: منصور کشوری- رئیس اداره ثبت اسناد و املاک شهرستان لامرد از طرف اسماعیل نوذری: [835, 1692, 1186, 1726]
ad-body: برابر رای شماره ۱۴۰۴۶۰۳۱۱۰۰۰۴۵۵ مورخ ۱۴۰۴/۰۲/۲۳ هیات اول موضوع قانون تعیین تکلیف وضعیت ثبتی اراضی و ساختمان‌های فاقد سند رسمی مستقر در واحد ثبتی حوزه ثبت ملک شیراز- ناحیه ۱ تصرفات مالکانه بلامعارض متقاضی خانم فاطمه سادات غلامی بیدک فرزند سیدیوسف به شماره شناسنامه ۹۴۲ و کد ملی ۴۴۶۸۹۳۲۵۰۱ صادره از گچساران در ششدانگ یک قطعه باغ به مساحت ۱۰۰۰/۸ متر مربع پلاک ۱۸۸۴ فرعی از ۴ اصلی مفروز و مجزی شده از پلاک ۴ اصلی واقع در فارس بخش ۷ حوزه ثبت ملک شیراز ناحیه یک خریداری از مالک سهم مشاعی خودش طی سند شماره ۸۰۵۶۶ مورخ ۱۴۰۳/۱۱/۲۵ دفترخانه ۱۰۵ شیراز محرز گردیده است. لذا به منظور اطلاع عموم مراتب در دو نوبت به فاصله ۱۵ روز آگهی می‌شود. در صورتی که اشخاص نسبت به صدور سند مالکیت متقاضی اعتراضی داشته باشند می‌توانند از تاریخ انتشار اولین آگهی به مدت دو ماه اعتراض خود را به این اداره تسلیم و پس از اخذ رسید ظرف مدت یک ماه از تاریخ تسلیم اعتراض دادخواست خود را به مراجع قضایی تقدیم نمایند. بدیهی است در صورت انقضای مدت مذکور و عدم وصول اعتراض طبق مقررات سند مالکیت صادر خواهد شد.: [833, 1823, 1187, 2162]
ad-date-first: تاریخ انتشار نوبت اول: ۱۴۰۴/۰۳/۲۸: [623, 539, 801, 553]
ad-reference-code: ۲۷۰۶/م الف: [970, 580, 1051, 596]
ad-reference-code: ۲۷۰۱/م الف: [197, 1126, 277, 1143]
ad-signer: محسن مظفری‌نیا- رئیس ثبت اسناد و املاک ناحیه یک شیراز: [1233, 1145, 1560, 1179]
ad-reference-code: ۲۶۹۴/م الف: [583, 2219, 664, 2236]
ad-title: آگهی موضوع ماده ۳ قانون و ماده ۱۳ آئین‌نامه قانون تعیین تکلیف وضعیت ثبتی و اراضی و ساختمان‌های فاقد سند رسمی: [1220, 1209, 1574, 1266]
ad-signer: محسن مظفری‌نیا- رئیس ثبت اسناد و املاک ناحیه یک شیراز: [460, 599, 787, 633]
ad-title: آگهی موضوع ماده ۳ قانون و ماده ۱۳ آئین‌نامه قانون تعیین تکلیف وضعیت ثبتی و اراضی و ساختمان‌های فاقد سند رسمی: [833, 116, 1187, 173]
ad-box: [435, 1746, 812, 2283]
ad-signer: منصور کشوری- رئیس اداره ثبت اسناد و املاک شهرستان لامرد از طرف اسماعیل نوذری: [61, 1692, 412, 1726]
ad-date-second: تاریخ انتشار نوبت دوم: ۱۴۰۴/۰۴/۱۲: [1395, 1104, 1574, 1119]
ad-box: [1208, 107, 1585, 644]
publication-date: چهارشنبه ۱۴۰۴/۰۳/۲۸: [170, 58, 318, 78]
ad-reference-code: ۵۲۳۹/م الف: [197, 1673, 277, 1689]
